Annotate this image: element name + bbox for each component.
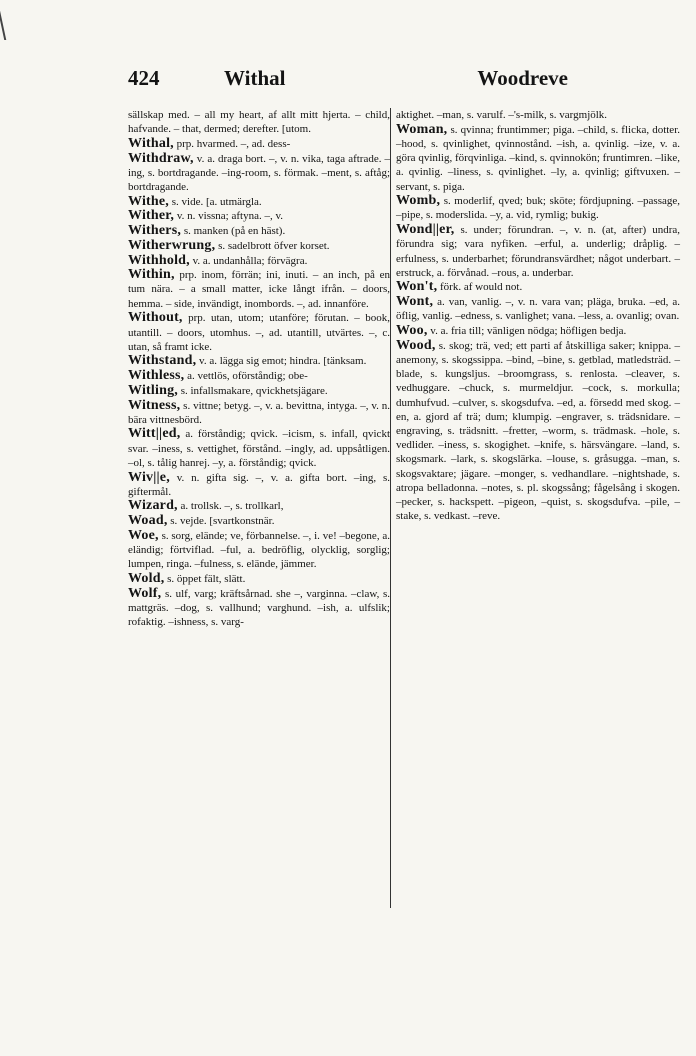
entry-headword: Wiv||e,: [128, 469, 170, 485]
page-edge-mark: [0, 0, 12, 40]
left-guide-word: Withal: [224, 66, 286, 90]
entry-headword: Woad,: [128, 513, 168, 529]
entry-definition: s. vejde. [svartkonstnär.: [170, 515, 275, 528]
entry-definition: sällskap med. – all my heart, af allt mitt hjerta. – child, hafvande. – that, dermed; derefter. [utom.: [128, 109, 390, 136]
entry-definition: s. skog; trä, ved; ett parti af åtskilliga saker; knippa. –anemony, s. skogssippa. –bind, –bine, s. getblad, matledsträd. –blade, s. kungsljus. –broomgrass, s. renlosta. –cleaver, s. vedhuggare. –chuck, s. murmeldjur. –cock, s. morkulla; dumhufvud. –culver, s. skogsdufva. –ed, a. försedd med skog. –en, a. gjord af trä; dum; klumpig. –engraver, s. trädsnidare. –engraving, s. trädsnitt. –fretter, –worm, s. trädmask. –hole, s. vedlider. –iness, s. skogighet. –knife, s. härsvängare. –land, s. skogsmark. –lark, s. skogslärka. –louse, s. gråsugga. –man, s. skogsvaktare; jägare. –monger, s. vedhandlare. –nightshade, s. atropa belladonna. –notes, s. pl. skogssång; fågelsång i skogen. –pecker, s. hackspett. –pigeon, –quist, s. skogsdufva. –pile, –stake, s. vedkast. –reve.: [396, 339, 681, 523]
entry-definition: v. a. draga bort. –, v. n. vika, taga aftrade. –ing, s. bortdragande. –ing-room, s. förmak. –ment, s. aftåg; bortdragande.: [128, 152, 391, 194]
entry-definition: s. manken (på en häst).: [183, 225, 286, 238]
entry-headword: Witherwrung,: [128, 237, 216, 253]
entry-definition: v. a. undanhålla; förvägra.: [192, 254, 308, 267]
entry-headword: Won't,: [396, 279, 438, 295]
page-header: [128, 66, 568, 100]
column-divider: [390, 108, 391, 908]
entry-headword: Wizard,: [128, 498, 178, 514]
entry-definition: s. moderlif, qved; buk; sköte; fördjupning. –passage, –pipe, s. moderslida. –y, a. vid, rymlig; bukig.: [396, 195, 681, 222]
entry-definition: s. vittne; betyg. –, v. a. bevittna, intyga. –, v. n. bära vittnesbörd.: [128, 399, 391, 426]
entry-headword: Withhold,: [128, 252, 190, 268]
dictionary-entry: [396, 324, 680, 338]
dictionary-entry: [128, 369, 390, 383]
entry-headword: Withstand,: [128, 353, 197, 369]
dictionary-entry: [128, 399, 390, 427]
dictionary-entry: [128, 384, 390, 398]
dictionary-entry: [128, 209, 390, 223]
dictionary-entry: [128, 195, 390, 209]
entry-definition: s. sadelbrott öfver korset.: [218, 239, 330, 252]
entry-headword: Withdraw,: [128, 150, 194, 166]
entry-headword: Witt||ed,: [128, 426, 181, 442]
entry-definition: a. vettlös, oförståndig; obe-: [187, 370, 308, 383]
entry-definition: s. öppet fält, slätt.: [167, 573, 246, 585]
dictionary-entry: [128, 311, 390, 354]
entry-headword: Withless,: [128, 368, 185, 384]
dictionary-entry: [396, 108, 680, 122]
right-guide-word: Woodreve: [477, 66, 568, 90]
entry-definition: s. ulf, varg; kräftsårnad. she –, varginna. –claw, s. mattgräs. –dog, s. vallhund; varghund. –ish, a. ulfslik; rofaktig. –ishness, s. varg-: [128, 587, 391, 629]
entry-definition: prp. utan, utom; utanföre; förutan. – book, utantill. – doors, utomhus. –, ad. utantill, utvärtes. –, c. utan, så framt icke.: [128, 312, 390, 353]
entry-headword: Withal,: [128, 135, 174, 151]
dictionary-entry: [396, 295, 680, 323]
entry-headword: Woo,: [396, 323, 428, 339]
entry-definition: s. under; förundran. –, v. n. (at, after) undra, förundra sig; vara nyfiken. –erful, a. underlig; dråplig. –erfulness, s. underbarhet; förundransvärdhet; något underbart. –erstruck, a. förvånad. –rous, a. underbar.: [396, 224, 681, 279]
entry-headword: Within,: [128, 267, 175, 283]
dictionary-entry: [128, 514, 390, 528]
dictionary-entry: [128, 572, 390, 586]
dictionary-entry: [128, 354, 390, 368]
dictionary-entry: [128, 499, 390, 513]
entry-definition: a. van, vanlig. –, v. n. vara van; pläga, bruka. –ed, a. öflig, vanlig. –edness, s. vanlighet; vana. –less, a. ovanlig; ovan.: [396, 296, 680, 323]
entry-definition: v. n. vissna; aftyna. –, v.: [176, 210, 284, 223]
entry-headword: Wolf,: [128, 585, 162, 601]
entry-headword: Woman,: [396, 121, 448, 137]
dictionary-entry: [128, 268, 390, 311]
entry-definition: s. vide. [a. utmärgla.: [171, 195, 262, 208]
left-column: [128, 108, 390, 629]
entry-definition: a. förståndig; qvick. –icism, s. infall, qvickt svar. –iness, s. vettighet, förstånd. –ingly, ad. uppsåtligen. –ol, s. tålig hanrej. –y, a. förståndig; qvick.: [128, 428, 390, 469]
page-number: 424: [128, 66, 160, 90]
dictionary-entry: [128, 137, 390, 151]
dictionary-entry: [128, 587, 390, 630]
dictionary-entry: [128, 427, 390, 470]
dictionary-entry: [128, 224, 390, 238]
dictionary-entry: [128, 108, 390, 136]
dictionary-entry: [128, 152, 390, 195]
entry-headword: Wont,: [396, 294, 434, 310]
entry-definition: prp. inom, förrän; ini, inuti. – an inch, på en tum nära. – a small matter, icke långt ifrån. – doors, hemma. – side, invändigt, inombords. –, ad. innanföre.: [128, 269, 390, 310]
dictionary-entry: [128, 471, 390, 499]
entry-headword: Withe,: [128, 193, 169, 209]
entry-definition: s. sorg, elände; ve, förbannelse. –, i. ve! –begone, a. eländig; förtviflad. –ful, a. bedröflig, olycklig, sorglig; lumpen, ringa. –fulness, s. elände, jämmer.: [128, 529, 391, 571]
right-column: [396, 108, 680, 523]
entry-definition: a. trollsk. –, s. trollkarl,: [180, 500, 284, 513]
dictionary-entry: [396, 194, 680, 222]
dictionary-entry: [128, 254, 390, 268]
entry-definition: s. infallsmakare, qvickhetsjägare.: [180, 384, 328, 397]
entry-headword: Woe,: [128, 527, 159, 543]
entry-headword: Wither,: [128, 208, 175, 224]
dictionary-entry: [396, 223, 680, 280]
entry-definition: aktighet. –man, s. varulf. –'s-milk, s. vargmjölk.: [396, 109, 608, 121]
entry-definition: prp. hvarmed. –, ad. dess-: [176, 137, 291, 150]
dictionary-entry: [128, 529, 390, 572]
entry-headword: Withers,: [128, 223, 182, 239]
entry-headword: Witling,: [128, 382, 178, 398]
entry-definition: s. qvinna; fruntimmer; piga. –child, s. flicka, dotter. –hood, s. qvinlighet, qvinnostånd. –ish, a. qvinlig. –ize, v. a. göra qvinlig, förqvinliga. –kind, s. qvinnokön; fruntimren. –like, a. qvinlig. –liness, s. qvinlighet. –ly, a. qvinlig; giftvuxen. –servant, s. piga.: [396, 123, 680, 193]
entry-headword: Wood,: [396, 337, 436, 353]
dictionary-entry: [128, 239, 390, 253]
entry-headword: Witness,: [128, 397, 181, 413]
entry-definition: v. a. fria till; vänligen nödga; höfligen bedja.: [430, 325, 627, 338]
entry-headword: Wond||er,: [396, 222, 455, 238]
entry-headword: Without,: [128, 310, 183, 326]
dictionary-entry: [396, 123, 680, 194]
entry-definition: v. a. lägga sig emot; hindra. [tänksam.: [199, 355, 367, 368]
dictionary-entry: [396, 339, 680, 524]
entry-definition: v. n. gifta sig. –, v. a. gifta bort. –ing, s. giftermål.: [128, 471, 391, 498]
entry-headword: Womb,: [396, 193, 441, 209]
dictionary-entry: [396, 280, 680, 294]
entry-headword: Wold,: [128, 571, 165, 586]
entry-definition: förk. af would not.: [440, 281, 523, 294]
